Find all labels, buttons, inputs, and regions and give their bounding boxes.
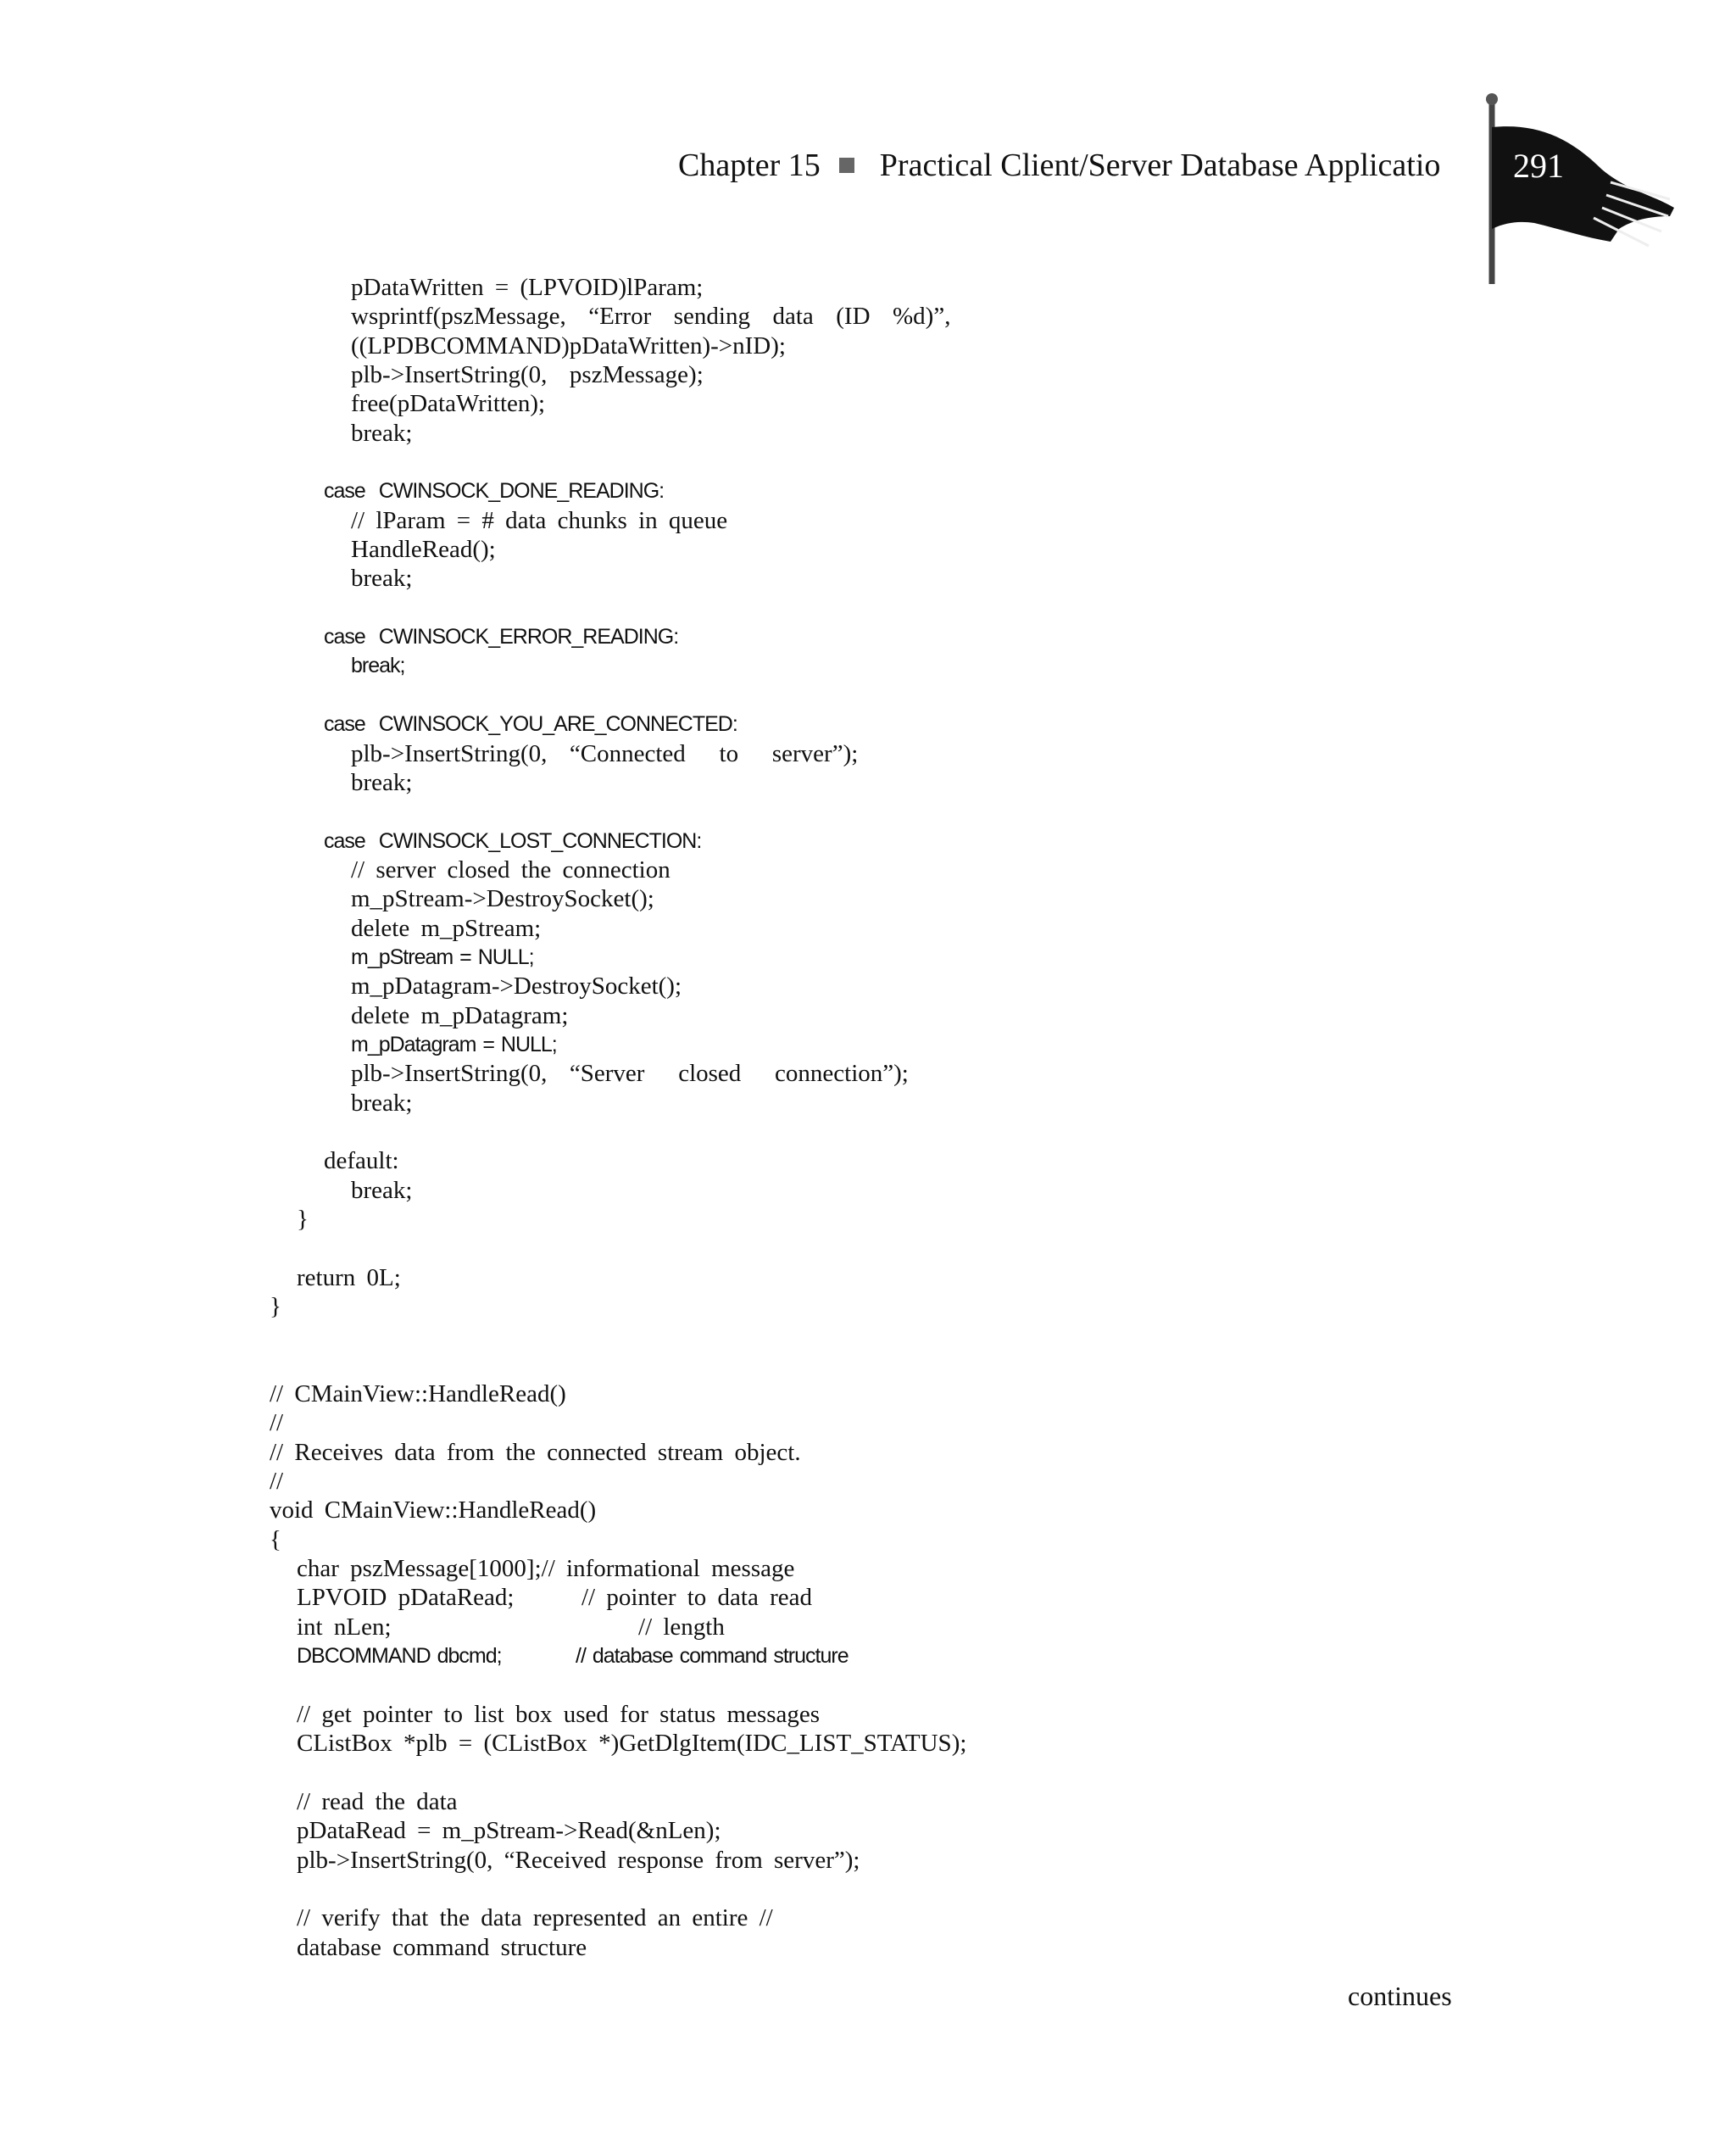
code-line: break; [351, 654, 405, 678]
code-line: return 0L; [297, 1263, 401, 1291]
code-line: HandleRead(); [351, 536, 496, 564]
page-number: 291 [1513, 147, 1564, 185]
code-line: default: [324, 1147, 399, 1175]
code-line: plb->InsertString(0, “Connected to server”); [351, 739, 859, 767]
code-line: CListBox *plb = (CListBox *)GetDlgItem(IDC_LIST_STATUS); [297, 1730, 967, 1758]
code-line [0, 594, 1736, 622]
code-line [0, 1321, 1736, 1350]
code-line: plb->InsertString(0, pszMessage); [351, 361, 704, 389]
code-line: delete m_pDatagram; [351, 1001, 569, 1029]
code-line: // server closed the connection [351, 856, 670, 883]
code-line: case CWINSOCK_YOU_ARE_CONNECTED: [324, 712, 737, 737]
code-line: // CMainView::HandleRead() [270, 1380, 566, 1408]
code-line: delete m_pStream; [351, 914, 542, 942]
code-line: break; [351, 565, 413, 593]
code-line: } [297, 1206, 309, 1233]
code-line: database command structure [297, 1933, 587, 1961]
code-line: m_pDatagram->DestroySocket(); [351, 973, 682, 1000]
code-line: wsprintf(pszMessage, “Error sending data (ID %d)”, [351, 303, 951, 331]
code-line: } [270, 1293, 281, 1321]
running-header [678, 140, 1440, 191]
code-line: void CMainView::HandleRead() [270, 1496, 597, 1524]
code-line: case CWINSOCK_ERROR_READING: [324, 625, 679, 649]
code-line [0, 1671, 1736, 1700]
code-line [0, 1234, 1736, 1262]
square-bullet-icon [839, 158, 854, 173]
code-line: free(pDataWritten); [351, 390, 546, 418]
code-line: pDataRead = m_pStream->Read(&nLen); [297, 1817, 721, 1845]
code-line: ((LPDBCOMMAND)pDataWritten)->nID); [351, 332, 786, 359]
code-line [0, 1875, 1736, 1903]
code-line: int nLen; // length [297, 1613, 725, 1641]
code-line: { [270, 1525, 281, 1553]
code-line: char pszMessage[1000];// informational message [297, 1555, 795, 1583]
code-line: // Receives data from the connected stream object. [270, 1438, 801, 1466]
code-line: case CWINSOCK_LOST_CONNECTION: [324, 828, 702, 853]
waving-flag-icon [1466, 89, 1678, 293]
code-line: break; [351, 419, 413, 447]
code-line: // verify that the data represented an entire // [297, 1904, 773, 1932]
code-line: // [270, 1468, 284, 1496]
code-line: m_pStream->DestroySocket(); [351, 885, 654, 913]
code-line: pDataWritten = (LPVOID)lParam; [351, 274, 704, 301]
code-line [0, 797, 1736, 826]
chapter-label: Chapter 15 [678, 148, 821, 183]
continues-label: continues [1348, 1981, 1452, 2011]
code-line [0, 1117, 1736, 1146]
code-line: LPVOID pDataRead; // pointer to data read [297, 1584, 812, 1612]
code-line: break; [351, 1176, 413, 1204]
code-line: break; [351, 1089, 413, 1117]
code-line: // read the data [297, 1787, 458, 1815]
code-line: plb->InsertString(0, “Received response from server”); [297, 1846, 860, 1874]
code-line: m_pDatagram = NULL; [351, 1032, 557, 1056]
code-listing [0, 273, 1736, 1962]
code-line: // get pointer to list box used for status messages [297, 1700, 821, 1728]
code-line [0, 448, 1736, 477]
code-line: break; [351, 768, 413, 796]
code-line: // lParam = # data chunks in queue [351, 506, 728, 534]
code-line [0, 1351, 1736, 1379]
code-line: case CWINSOCK_DONE_READING: [324, 479, 665, 504]
code-line: plb->InsertString(0, “Server closed connection”); [351, 1060, 909, 1088]
code-line: m_pStream = NULL; [351, 945, 534, 969]
code-line [0, 1758, 1736, 1787]
code-line [0, 681, 1736, 710]
code-line: DBCOMMAND dbcmd; // database command structure [297, 1644, 849, 1669]
code-line: // [270, 1409, 284, 1437]
chapter-title: Practical Client/Server Database Applicatio [879, 148, 1441, 183]
